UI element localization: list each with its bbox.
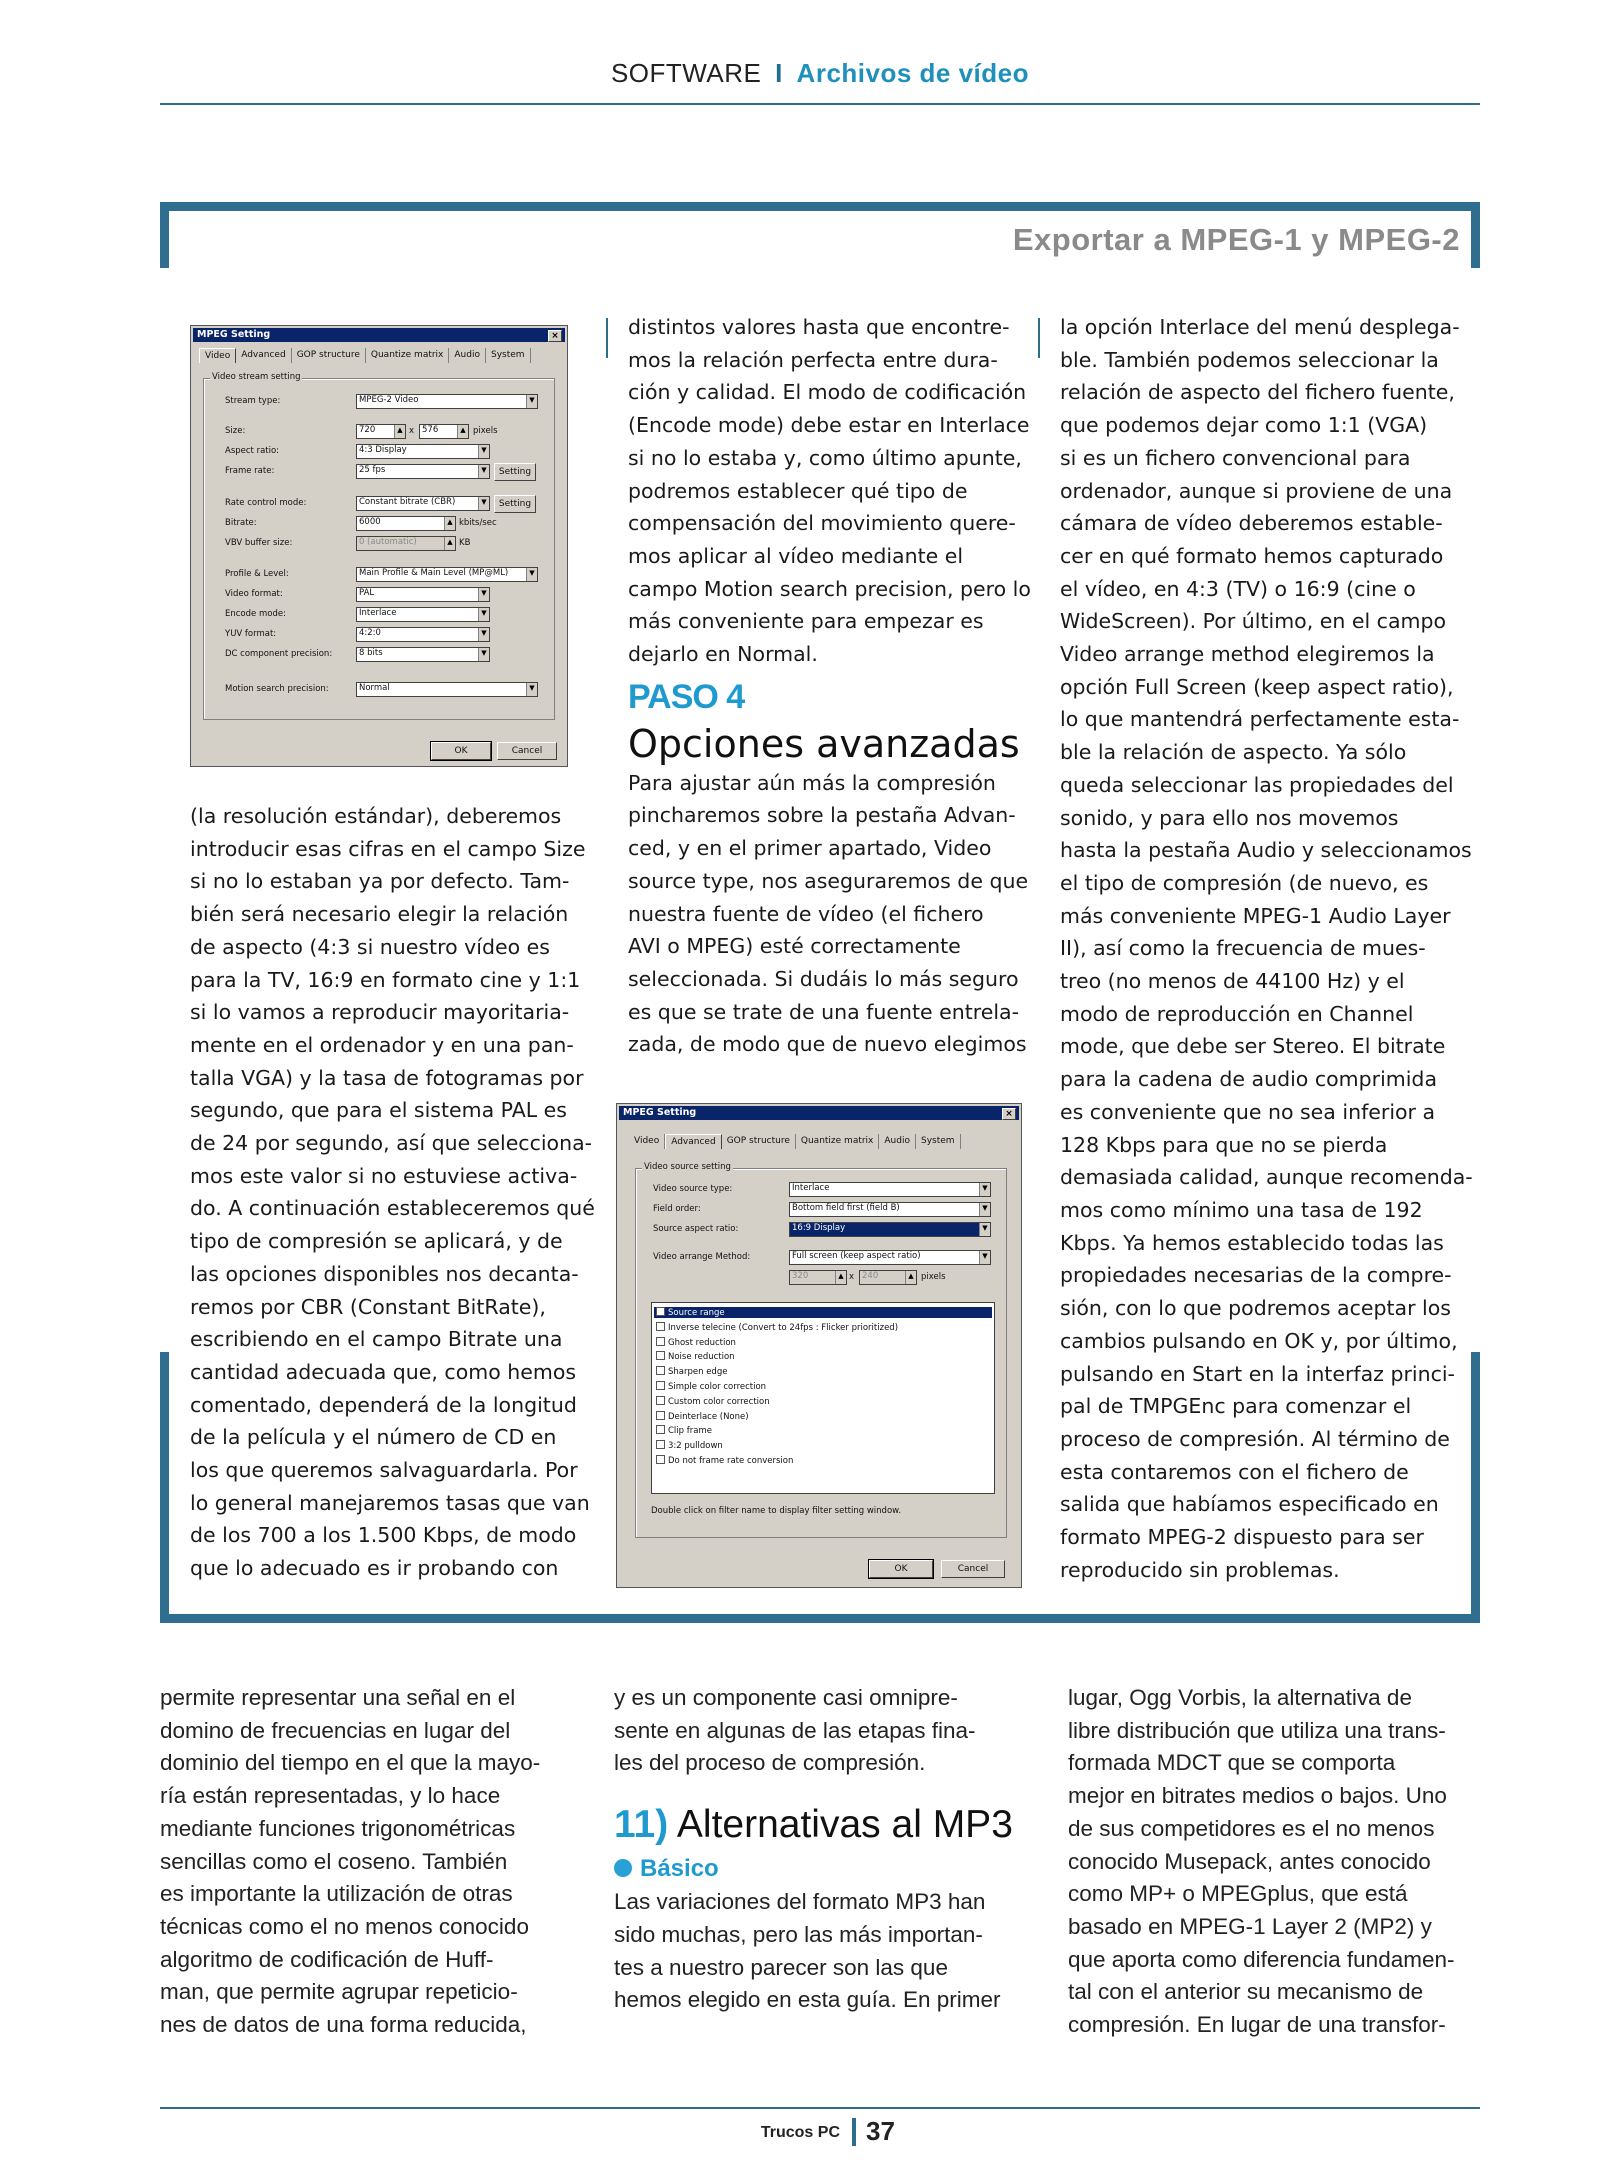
- video-source-type-select[interactable]: Interlace ▼: [789, 1182, 991, 1197]
- text-line: queda seleccionar las propiedades del: [1060, 772, 1454, 797]
- cancel-button[interactable]: Cancel: [497, 742, 557, 760]
- checkbox-icon[interactable]: [656, 1411, 665, 1420]
- tab-video[interactable]: Video: [199, 348, 236, 363]
- arrange-x-label: x: [849, 1272, 855, 1282]
- text-line: mos este valor si no estuviese activa-: [190, 1163, 578, 1188]
- text-line: sido muchas, pero las más importan-: [614, 1921, 983, 1947]
- text-line: ción y calidad. El modo de codificación: [628, 380, 1027, 405]
- box-frame-right-top: [1471, 202, 1480, 268]
- text-line: treo (no menos de 44100 Hz) y el: [1060, 969, 1405, 994]
- frame-rate-setting-button[interactable]: Setting: [494, 463, 536, 481]
- text-line: segundo, que para el sistema PAL es: [190, 1098, 567, 1123]
- filter-item[interactable]: [656, 1455, 793, 1466]
- field-label: Bitrate:: [225, 518, 257, 528]
- text-line: (Encode mode) debe estar en Interlace: [628, 413, 1030, 438]
- rate-control-setting-button[interactable]: Setting: [494, 495, 536, 513]
- text-line: cámara de vídeo deberemos estable-: [1060, 511, 1443, 536]
- filter-label: Ghost reduction: [668, 1337, 736, 1348]
- text-line: escribiendo en el campo Bitrate una: [190, 1327, 563, 1352]
- text-line: compensación del movimiento quere-: [628, 511, 1016, 536]
- footer-bar: [852, 2118, 856, 2146]
- filter-label: Simple color correction: [668, 1382, 767, 1392]
- level-label: Básico: [640, 1855, 719, 1883]
- text-line: formato MPEG-2 dispuesto para ser: [1060, 1525, 1424, 1550]
- text-line: el tipo de compresión (de nuevo, es: [1060, 870, 1429, 895]
- size-x-label: x: [409, 426, 415, 436]
- tab-audio[interactable]: Audio: [879, 1134, 916, 1149]
- body-col3-lines: [1068, 1682, 1474, 2042]
- header-section: SOFTWARE: [610, 58, 762, 88]
- ok-button[interactable]: OK: [431, 742, 491, 760]
- page-footer: [700, 2116, 1000, 2150]
- box-title: Exportar a MPEG-1 y MPEG-2: [1012, 222, 1460, 257]
- text-line: talla VGA) y la tasa de fotogramas por: [190, 1065, 584, 1090]
- filter-item[interactable]: [656, 1396, 770, 1407]
- text-line: el vídeo, en 4:3 (TV) o 16:9 (cine o: [1060, 576, 1416, 601]
- text-line: si es un fichero convencional para: [1060, 445, 1411, 470]
- text-line: pincharemos sobre la pestaña Advan-: [628, 803, 1016, 828]
- dialog-title: MPEG Setting: [623, 1107, 697, 1118]
- filter-item[interactable]: [656, 1322, 898, 1333]
- aspect-ratio-select[interactable]: 4:3 Display ▼: [356, 444, 490, 459]
- text-line: pal de TMPGEnc para comenzar el: [1060, 1394, 1412, 1419]
- checkbox-icon[interactable]: [656, 1307, 665, 1316]
- text-line: (la resolución estándar), deberemos: [190, 804, 562, 828]
- dialog-titlebar: [193, 328, 565, 342]
- header-topic: Archivos de vídeo: [796, 58, 1030, 88]
- text-line: introducir esas cifras en el campo Size: [190, 836, 586, 861]
- body-column-1: [160, 1682, 566, 2042]
- filter-list[interactable]: [651, 1302, 995, 1494]
- text-line: cambios pulsando en OK y, por último,: [1060, 1328, 1458, 1353]
- text-line: domino de frecuencias en lugar del: [160, 1717, 511, 1743]
- box-frame-bottom: [160, 1614, 1480, 1623]
- field-label: Rate control mode:: [225, 498, 307, 508]
- text-line: propiedades necesarias de la compre-: [1060, 1263, 1452, 1288]
- text-line: nuestra fuente de vídeo (el fichero: [628, 901, 984, 926]
- body-column-2: [614, 1682, 1020, 2017]
- text-line: algoritmo de codificación de Huff-: [160, 1946, 494, 1972]
- running-header: [160, 58, 1480, 104]
- text-line: ría están representadas, y lo hace: [160, 1783, 501, 1809]
- text-line: ced, y en el primer apartado, Video: [628, 836, 992, 861]
- text-line: bién será necesario elegir la relación: [190, 902, 569, 927]
- column-divider: [1038, 318, 1040, 358]
- text-line: como MP+ o MPEGplus, que está: [1068, 1881, 1408, 1907]
- close-icon[interactable]: ×: [1002, 1108, 1016, 1120]
- text-line: de 24 por segundo, así que selecciona-: [190, 1131, 593, 1156]
- level-dot-icon: [614, 1859, 632, 1877]
- field-label: Motion search precision:: [225, 684, 329, 694]
- tab-quantize-matrix[interactable]: Quantize matrix: [366, 348, 450, 363]
- vbv-unit: KB: [459, 538, 471, 548]
- text-line: nes de datos de una forma reducida,: [160, 2012, 527, 2038]
- text-line: mos como mínimo una tasa de 192: [1060, 1197, 1423, 1222]
- cancel-button[interactable]: Cancel: [941, 1560, 1005, 1578]
- box-column-3: [1060, 311, 1473, 1586]
- filter-label: Clip frame: [668, 1426, 712, 1437]
- filter-item[interactable]: [656, 1440, 723, 1451]
- text-line: Kbps. Ya hemos establecido todas las: [1060, 1230, 1444, 1255]
- text-line: lo que mantendrá perfectamente esta-: [1060, 707, 1460, 732]
- text-line: ordenador, aunque si proviene de una: [1060, 478, 1453, 503]
- field-label: VBV buffer size:: [225, 538, 293, 548]
- text-line: mos la relación perfecta entre dura-: [628, 347, 998, 372]
- filter-item[interactable]: [656, 1425, 712, 1436]
- filter-label: Custom color correction: [668, 1396, 770, 1407]
- text-line: distintos valores hasta que encontre-: [628, 315, 1010, 339]
- field-label: Video format:: [225, 589, 283, 599]
- chevron-down-icon: ▼: [526, 395, 537, 408]
- arrange-width-input[interactable]: 320 ▲: [789, 1270, 847, 1285]
- box-column-2: [628, 311, 1031, 1061]
- motion-search-select[interactable]: Normal ▼: [356, 682, 538, 697]
- box-frame-right-bottom: [1471, 1352, 1480, 1622]
- checkbox-icon[interactable]: [656, 1425, 665, 1434]
- text-line: tes a nuestro parecer son las que: [614, 1954, 948, 1980]
- text-line: cantidad adecuada que, como hemos: [190, 1359, 577, 1384]
- close-icon[interactable]: ×: [548, 330, 562, 342]
- box-col2-lines-top: [628, 311, 1031, 671]
- text-line: modo de reproducción en Channel: [1060, 1001, 1414, 1026]
- checkbox-icon[interactable]: [656, 1396, 665, 1405]
- filter-item[interactable]: [656, 1381, 766, 1392]
- bitrate-unit: kbits/sec: [459, 518, 497, 528]
- text-line: zada, de modo que de nuevo elegimos: [628, 1032, 1027, 1057]
- text-line: tal con el anterior su mecanismo de: [1068, 1979, 1424, 2005]
- checkbox-icon[interactable]: [656, 1366, 665, 1375]
- text-line: dejarlo en Normal.: [628, 642, 818, 667]
- text-line: proceso de compresión. Al término de: [1060, 1426, 1450, 1451]
- encode-mode-select[interactable]: Interlace ▼: [356, 607, 490, 622]
- text-line: 128 Kbps para que no se pierda: [1060, 1132, 1388, 1157]
- text-line: la opción Interlace del menú desplega-: [1060, 315, 1460, 339]
- text-line: opción Full Screen (keep aspect ratio),: [1060, 674, 1454, 699]
- text-line: y es un componente casi omnipre-: [614, 1685, 958, 1710]
- field-label: DC component precision:: [225, 649, 333, 659]
- group-label: Video source setting: [644, 1162, 731, 1172]
- dc-precision-select[interactable]: 8 bits ▼: [356, 647, 490, 662]
- box-col3-lines: [1060, 311, 1473, 1586]
- filter-item[interactable]: [656, 1366, 727, 1377]
- body-col1-lines: [160, 1682, 566, 2042]
- field-label: Size:: [225, 426, 246, 436]
- text-line: mente en el ordenador y en una pan-: [190, 1032, 574, 1057]
- dialog-tabs: [629, 1134, 961, 1149]
- stream-type-select[interactable]: MPEG-2 Video ▼: [356, 394, 538, 409]
- text-line: salida que habíamos especificado en: [1060, 1492, 1439, 1517]
- text-line: compresión. En lugar de una transfor-: [1068, 2012, 1446, 2038]
- filter-label: Do not frame rate conversion: [668, 1456, 794, 1466]
- text-line: Las variaciones del formato MP3 han: [614, 1889, 986, 1915]
- text-line: mediante funciones trigonométricas: [160, 1815, 516, 1841]
- text-line: reproducido sin problemas.: [1060, 1557, 1340, 1582]
- text-line: lo general manejaremos tasas que van: [190, 1490, 590, 1515]
- text-line: hemos elegido en esta guía. En primer: [614, 1987, 1001, 2013]
- text-line: mos aplicar al vídeo mediante el: [628, 543, 964, 568]
- text-line: conocido Musepack, antes conocido: [1068, 1848, 1431, 1874]
- text-line: demasiada calidad, aunque recomenda-: [1060, 1165, 1473, 1190]
- text-line: de aspecto (4:3 si nuestro vídeo es: [190, 934, 550, 959]
- text-line: cer en qué formato hemos capturado: [1060, 543, 1444, 568]
- tab-system[interactable]: System: [916, 1134, 961, 1149]
- magazine-name: Trucos PC: [760, 2124, 840, 2141]
- size-unit: pixels: [473, 426, 498, 436]
- source-aspect-ratio-select[interactable]: 16:9 Display ▼: [789, 1222, 991, 1237]
- header-rule: [160, 103, 1480, 105]
- text-line: Video arrange method elegiremos la: [1060, 642, 1435, 667]
- filter-hint: Double click on filter name to display filter setting window.: [651, 1506, 902, 1516]
- field-order-select[interactable]: Bottom field first (field B) ▼: [789, 1202, 991, 1217]
- tab-video[interactable]: Video: [629, 1134, 665, 1149]
- checkbox-icon[interactable]: [656, 1455, 665, 1464]
- text-line: sión, con lo que podremos aceptar los: [1060, 1296, 1451, 1321]
- tab-quantize-matrix[interactable]: Quantize matrix: [796, 1134, 880, 1149]
- header-separator: I: [775, 58, 783, 88]
- step-label: PASO 4: [628, 677, 745, 716]
- text-line: para la cadena de audio comprimida: [1060, 1067, 1438, 1092]
- filter-item[interactable]: [656, 1337, 736, 1348]
- text-line: las opciones disponibles nos decanta-: [190, 1261, 579, 1286]
- video-format-select[interactable]: PAL ▼: [356, 587, 490, 602]
- text-line: pulsando en Start en la interfaz princi-: [1060, 1361, 1455, 1386]
- filter-label: Noise reduction: [668, 1352, 735, 1363]
- text-line: remos por CBR (Constant BitRate),: [190, 1294, 546, 1319]
- checkbox-icon[interactable]: [656, 1351, 665, 1360]
- frame-rate-select[interactable]: 25 fps ▼: [356, 464, 490, 479]
- body-column-3: [1068, 1682, 1474, 2042]
- step-title: Opciones avanzadas: [628, 721, 1020, 766]
- text-line: basado en MPEG-1 Layer 2 (MP2) y: [1068, 1913, 1432, 1939]
- group-label: Video stream setting: [212, 372, 301, 382]
- field-label: Frame rate:: [225, 466, 275, 476]
- arrange-unit: pixels: [921, 1272, 946, 1282]
- tab-advanced[interactable]: Advanced: [665, 1134, 721, 1149]
- text-line: II), así como la frecuencia de mues-: [1060, 936, 1426, 961]
- tab-gop-structure[interactable]: GOP structure: [292, 348, 366, 363]
- field-label: Field order:: [653, 1204, 701, 1214]
- box-column-1: [190, 800, 595, 1585]
- filter-item[interactable]: [654, 1307, 992, 1318]
- level-badge: [614, 1852, 1020, 1886]
- body-col2-lines-top: [614, 1682, 1020, 1780]
- arrange-height-input[interactable]: 240 ▲: [859, 1270, 917, 1285]
- section-title: Alternativas al MP3: [676, 1803, 1013, 1847]
- text-line: es que se trate de una fuente entrela-: [628, 999, 1020, 1024]
- text-line: WideScreen). Por último, en el campo: [1060, 609, 1447, 634]
- footer-rule: [160, 2107, 1480, 2109]
- text-line: source type, nos aseguraremos de que: [628, 868, 1029, 893]
- checkbox-icon[interactable]: [656, 1337, 665, 1346]
- text-line: si lo vamos a reproducir mayoritaria-: [190, 1000, 570, 1025]
- text-line: AVI o MPEG) esté correctamente: [628, 934, 961, 959]
- box-frame-top: [160, 202, 1480, 211]
- body-col2-lines-bottom: [614, 1886, 1020, 2017]
- text-line: permite representar una señal en el: [160, 1685, 516, 1710]
- text-line: más conveniente MPEG-1 Audio Layer: [1060, 903, 1451, 928]
- tab-gop-structure[interactable]: GOP structure: [722, 1134, 796, 1149]
- section-heading: [614, 1798, 1020, 1852]
- dialog-titlebar: [619, 1106, 1019, 1120]
- text-line: si no lo estaba y, como último apunte,: [628, 445, 1022, 470]
- box-col2-lines-bottom: [628, 767, 1028, 1061]
- text-line: que lo adecuado es ir probando con: [190, 1556, 559, 1581]
- text-line: hasta la pestaña Audio y seleccionamos: [1060, 838, 1472, 863]
- text-line: de sus competidores es el no menos: [1068, 1815, 1435, 1841]
- field-label: Profile & Level:: [225, 569, 289, 579]
- text-line: para la TV, 16:9 en formato cine y 1:1: [190, 967, 581, 992]
- tab-system[interactable]: System: [486, 348, 531, 363]
- box-frame-left-bottom: [160, 1352, 169, 1622]
- profile-level-select[interactable]: Main Profile & Main Level (MP@ML) ▼: [356, 567, 538, 582]
- filter-item[interactable]: [656, 1411, 749, 1422]
- dialog-tabs: [199, 348, 531, 363]
- text-line: más conveniente para empezar es: [628, 609, 984, 634]
- text-line: campo Motion search precision, pero lo: [628, 576, 1031, 601]
- filter-label: Source range: [668, 1308, 725, 1318]
- checkbox-icon[interactable]: [656, 1381, 665, 1390]
- text-line: esta contaremos con el fichero de: [1060, 1459, 1409, 1484]
- section-number: 11): [614, 1803, 669, 1847]
- text-line: tipo de compresión se aplicará, y de: [190, 1229, 563, 1254]
- size-height-input[interactable]: 576 ▲: [419, 424, 469, 439]
- text-line: de los 700 a los 1.500 Kbps, de modo: [190, 1523, 577, 1548]
- screenshot-mpeg-setting-video: [190, 325, 568, 767]
- text-line: sente en algunas de las etapas fina-: [614, 1717, 976, 1743]
- text-line: sencillas como el coseno. También: [160, 1848, 508, 1874]
- page-number: 37: [866, 2116, 895, 2146]
- checkbox-icon[interactable]: [656, 1440, 665, 1449]
- video-arrange-select[interactable]: Full screen (keep aspect ratio) ▼: [789, 1250, 991, 1265]
- text-line: mejor en bitrates medios o bajos. Uno: [1068, 1783, 1447, 1809]
- text-line: técnicas como el no menos conocido: [160, 1913, 529, 1939]
- text-line: les del proceso de compresión.: [614, 1750, 926, 1776]
- text-line: los que queremos salvaguardarla. Por: [190, 1458, 578, 1483]
- text-line: lugar, Ogg Vorbis, la alternativa de: [1068, 1685, 1412, 1710]
- yuv-format-select[interactable]: 4:2:0 ▼: [356, 627, 490, 642]
- filter-label: Deinterlace (None): [668, 1411, 749, 1422]
- bitrate-input[interactable]: 6000 ▲: [356, 516, 456, 531]
- text-line: es conveniente que no sea inferior a: [1060, 1099, 1436, 1124]
- vbv-buffer-input[interactable]: 0 (automatic) ▲: [356, 536, 456, 551]
- text-line: ble la relación de aspecto. Ya sólo: [1060, 740, 1407, 765]
- checkbox-icon[interactable]: [656, 1322, 665, 1331]
- filter-label: 3:2 pulldown: [668, 1441, 723, 1452]
- tab-advanced[interactable]: Advanced: [236, 348, 291, 363]
- field-label: Video source type:: [653, 1184, 733, 1194]
- field-label: Stream type:: [225, 396, 281, 406]
- box-frame-left-top: [160, 202, 169, 268]
- text-line: dominio del tiempo en el que la mayo-: [160, 1750, 541, 1776]
- rate-control-select[interactable]: Constant bitrate (CBR) ▼: [356, 496, 490, 511]
- text-line: formada MDCT que se comporta: [1068, 1750, 1396, 1776]
- text-line: do. A continuación estableceremos qué: [190, 1196, 595, 1221]
- filter-label: Sharpen edge: [668, 1367, 728, 1378]
- text-line: de la película y el número de CD en: [190, 1425, 557, 1450]
- filter-item[interactable]: [656, 1351, 735, 1362]
- text-line: relación de aspecto del fichero fuente,: [1060, 380, 1455, 405]
- text-line: ble. También podemos seleccionar la: [1060, 347, 1439, 372]
- ok-button[interactable]: OK: [869, 1560, 933, 1578]
- text-line: que podemos dejar como 1:1 (VGA): [1060, 413, 1428, 438]
- text-line: podremos establecer qué tipo de: [628, 478, 968, 503]
- box-col1-lines: [190, 800, 595, 1585]
- text-line: seleccionada. Si dudáis lo más seguro: [628, 966, 1019, 991]
- text-line: man, que permite agrupar repeticio-: [160, 1979, 518, 2005]
- filter-label: Inverse telecine (Convert to 24fps : Flicker prioritized): [668, 1322, 899, 1333]
- text-line: si no lo estaban ya por defecto. Tam-: [190, 869, 570, 894]
- size-width-input[interactable]: 720 ▲: [356, 424, 406, 439]
- text-line: es importante la utilización de otras: [160, 1881, 513, 1907]
- dialog-title: MPEG Setting: [197, 329, 271, 340]
- column-divider: [606, 318, 608, 358]
- text-line: comentado, dependerá de la longitud: [190, 1392, 577, 1417]
- field-label: Video arrange Method:: [653, 1252, 751, 1262]
- field-label: Source aspect ratio:: [653, 1224, 739, 1234]
- screenshot-mpeg-setting-advanced: [616, 1103, 1022, 1588]
- text-line: mode, que debe ser Stereo. El bitrate: [1060, 1034, 1446, 1059]
- text-line: Para ajustar aún más la compresión: [628, 770, 996, 795]
- field-label: Aspect ratio:: [225, 446, 280, 456]
- field-label: Encode mode:: [225, 609, 286, 619]
- tab-audio[interactable]: Audio: [449, 348, 486, 363]
- text-line: sonido, y para ello nos movemos: [1060, 805, 1399, 830]
- field-label: YUV format:: [225, 629, 277, 639]
- text-line: libre distribución que utiliza una trans-: [1068, 1717, 1446, 1743]
- text-line: que aporta como diferencia fundamen-: [1068, 1946, 1455, 1972]
